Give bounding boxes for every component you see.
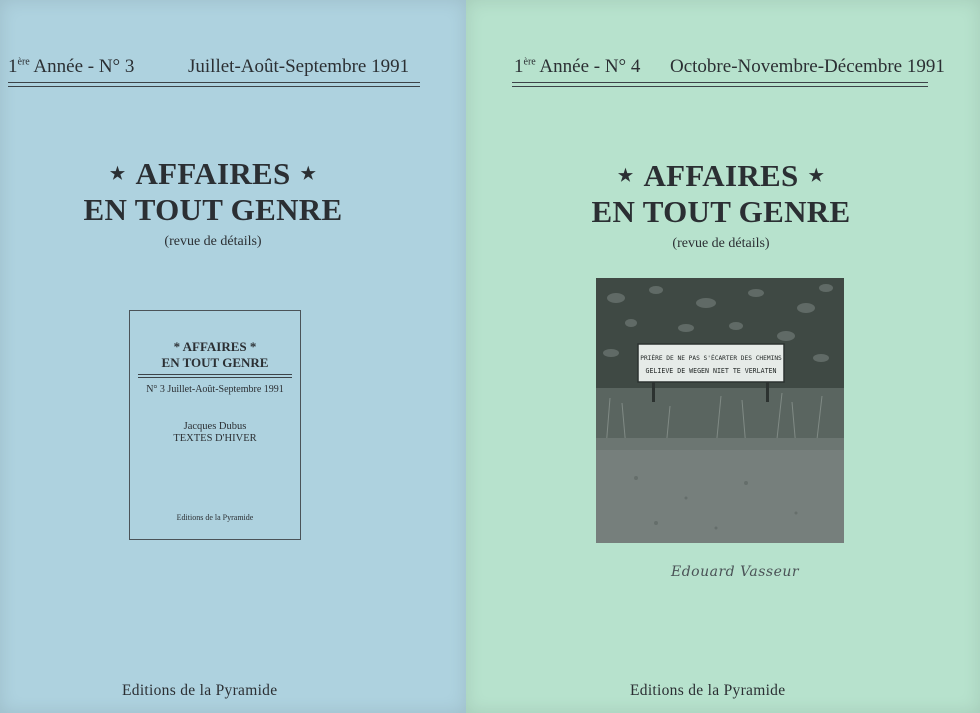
inner-rule-thin [138,377,292,378]
inner-title: * AFFAIRES * EN TOUT GENRE [161,339,269,370]
star-icon: ★ [617,166,634,185]
publisher-footer: Editions de la Pyramide [630,682,786,699]
inner-issue: N° 3 Juillet-Août-Septembre 1991 [146,384,284,395]
cover-issue-4 [466,0,980,713]
inner-title-page [129,310,301,540]
star-icon: ★ [808,166,825,185]
inner-publisher: Editions de la Pyramide [176,513,254,522]
header-rule [8,82,420,83]
issue-date: Juillet-Août-Septembre 1991 [188,56,410,77]
header-rule [512,82,928,83]
header-rule-thin [8,86,420,87]
subtitle: (revue de détails) [672,236,770,251]
issue-number: 1ère Année - N° 4 [514,56,641,77]
issue-date: Octobre-Novembre-Décembre 1991 [670,56,945,77]
magazine-title: ★ AFFAIRES ★ EN TOUT GENRE (revue de détails) [486,158,956,252]
star-icon: ★ [300,164,317,183]
sign-text-line-1: PRIÈRE DE NE PAS S'ÉCARTER DES CHEMINS [640,355,782,362]
inner-author: Jacques Dubus TEXTES D'HIVER [173,421,257,444]
inner-rule [138,374,292,375]
publisher-footer: Editions de la Pyramide [122,682,278,699]
magazine-title: ★ AFFAIRES ★ EN TOUT GENRE (revue de détails) [0,156,426,250]
issue-number: 1ère Année - N° 3 [8,56,135,77]
photo-graphic [596,278,844,543]
cover-issue-3 [0,0,466,713]
cover-photo [596,278,844,543]
author-signature: Edouard Vasseur [671,564,800,580]
header-rule-thin [512,86,928,87]
sign-text-line-2: GELIEVE DE WEGEN NIET TE VERLATEN [645,367,777,375]
subtitle: (revue de détails) [164,234,262,249]
star-icon: ★ [109,164,126,183]
